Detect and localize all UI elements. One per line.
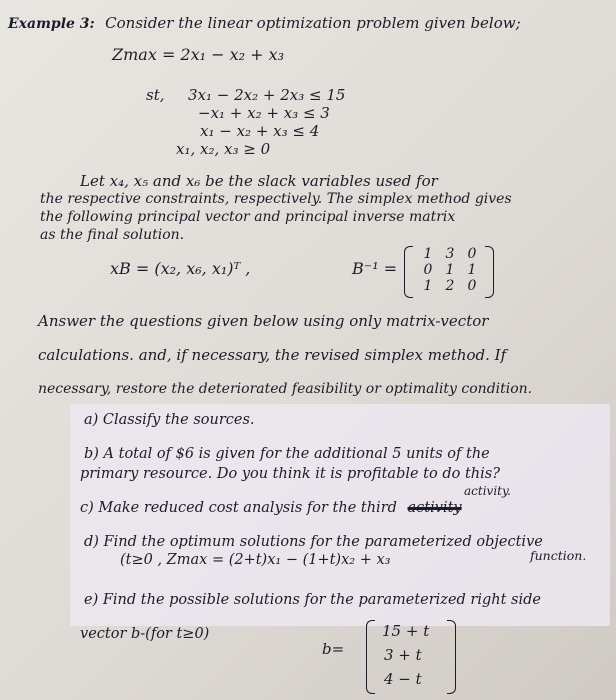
question-a: a) Classify the sources. [84,412,255,428]
matrix-cell: 3 [445,246,455,262]
matrix-cell: 0 [467,278,477,294]
instructions-line-3: necessary, restore the deteriorated feasibility or optimality condition. [38,381,533,397]
b-vector-entry: 15 + t [382,622,430,640]
question-c-prefix: c) Make reduced cost analysis for the third [80,500,397,516]
b-vector-entry: 3 + t [384,646,422,664]
intro-text: Consider the linear optimization problem given below; [105,14,521,32]
nonnegativity: x₁, x₂, x₃ ≥ 0 [176,140,271,158]
matrix-cell: 0 [467,246,477,262]
vector-right-bracket [447,620,456,694]
constraint-3: x₁ − x₂ + x₃ ≤ 4 [200,122,320,140]
binv-matrix [404,246,494,298]
question-b-line-2: primary resource. Do you think it is profitable to do this? [80,466,500,482]
matrix-cell: 1 [423,278,433,294]
b-vector-label: b= [322,640,345,658]
question-c-struck: activity [407,500,462,516]
basic-vector: xB = (x₂, x₆, x₁)ᵀ , [110,259,251,278]
narrative-line-4: as the final solution. [40,227,185,243]
binv-label: B⁻¹ = [352,259,398,278]
st-label: st, [146,86,165,104]
instructions-line-2: calculations. and, if necessary, the revised simplex method. If [38,346,507,364]
question-c-line [80,500,462,516]
example-header [8,14,521,33]
b-vector [366,620,456,696]
question-d-line-3: function. [530,548,587,563]
constraint-2: −x₁ + x₂ + x₃ ≤ 3 [198,104,330,122]
matrix-cell: 1 [467,262,477,278]
b-vector-entry: 4 − t [384,670,422,688]
narrative-line-3: the following principal vector and principal inverse matrix [40,209,456,225]
matrix-right-bracket [485,246,494,298]
question-e-line-1: e) Find the possible solutions for the parameterized right side [84,592,541,608]
constraint-1: 3x₁ − 2x₂ + 2x₃ ≤ 15 [188,86,346,104]
example-label: Example 3: [8,16,95,32]
matrix-cell: 1 [445,262,455,278]
question-c-insert: activity. [464,484,511,498]
question-b-line-1: b) A total of $6 is given for the additional 5 units of the [84,446,490,462]
narrative-line-2: the respective constraints, respectively. The simplex method gives [40,191,512,207]
question-d-line-2: (t≥0 , Zmax = (2+t)x₁ − (1+t)x₂ + x₃ [120,552,391,568]
vector-left-bracket [366,620,375,694]
matrix-left-bracket [404,246,413,298]
objective-function: Zmax = 2x₁ − x₂ + x₃ [112,45,285,64]
instructions-line-1: Answer the questions given below using only matrix-vector [38,312,489,330]
matrix-cell: 1 [423,246,433,262]
matrix-cell: 2 [445,278,455,294]
narrative-line-1: Let x₄, x₅ and x₆ be the slack variables used for [80,172,438,190]
question-d-line-1: d) Find the optimum solutions for the parameterized objective [84,534,543,550]
matrix-cell: 0 [423,262,433,278]
question-e-line-2: vector b-(for t≥0) [80,626,210,642]
